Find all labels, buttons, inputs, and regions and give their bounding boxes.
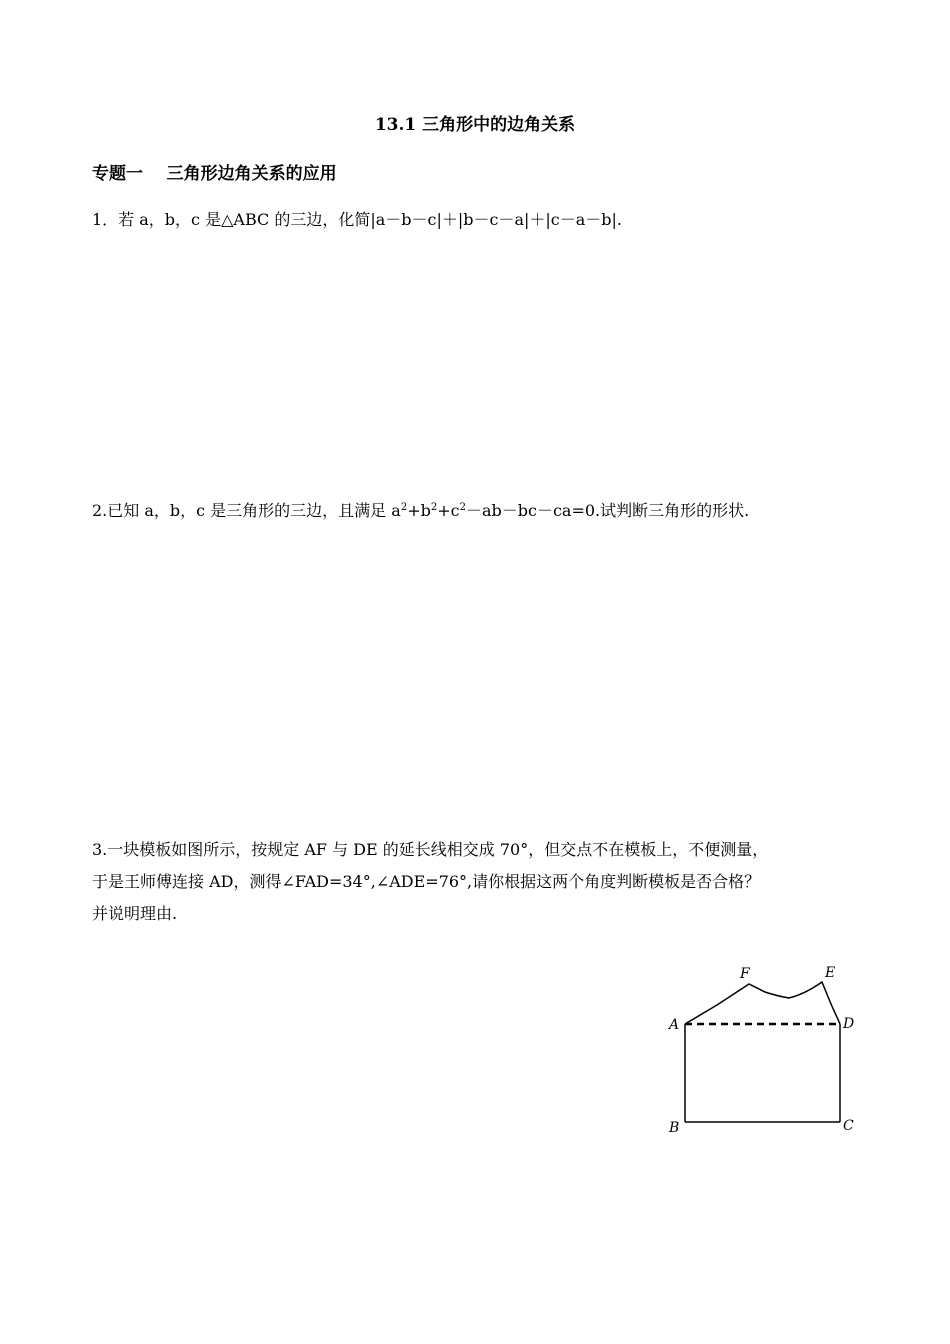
question-1: 1．若 a，b，c 是△ABC 的三边，化简|a－b－c|＋|b－c－a|＋|c－a－b|.: [92, 210, 622, 229]
question-3: [92, 834, 768, 930]
q2-exponent-2: 2: [430, 502, 438, 513]
q2-exponent-3: 2: [459, 502, 466, 513]
template-diagram: [665, 960, 865, 1140]
label-f: F: [740, 966, 750, 982]
template-figure: [665, 960, 865, 1140]
section-heading: 专题一 三角形边角关系的应用: [92, 164, 337, 184]
q2-text-mid2: +c: [437, 501, 460, 520]
question-2: [92, 496, 749, 526]
label-a: A: [669, 1017, 680, 1033]
edge-afed: [685, 982, 840, 1024]
q2-exponent-1: 2: [400, 502, 408, 513]
page-title: 13.1 三角形中的边角关系: [374, 115, 576, 135]
q2-text-post: －ab－bc－ca=0.试判断三角形的形状.: [465, 501, 750, 520]
label-d: D: [843, 1016, 855, 1032]
q2-text-pre: 2.已知 a，b，c 是三角形的三边，且满足 a: [92, 501, 401, 520]
label-b: B: [669, 1120, 680, 1136]
label-e: E: [825, 965, 836, 981]
q3-line-3: 并说明理由.: [92, 904, 178, 923]
q2-text-mid1: +b: [407, 501, 431, 520]
q3-line-2: 于是王师傅连接 AD，测得∠FAD=34°,∠ADE=76°,请你根据这两个角度判断模板是否合格？: [92, 872, 761, 891]
label-c: C: [843, 1118, 854, 1134]
q3-line-1: 3.一块模板如图所示，按规定 AF 与 DE 的延长线相交成 70°，但交点不在模板上，不便测量，: [92, 840, 769, 859]
